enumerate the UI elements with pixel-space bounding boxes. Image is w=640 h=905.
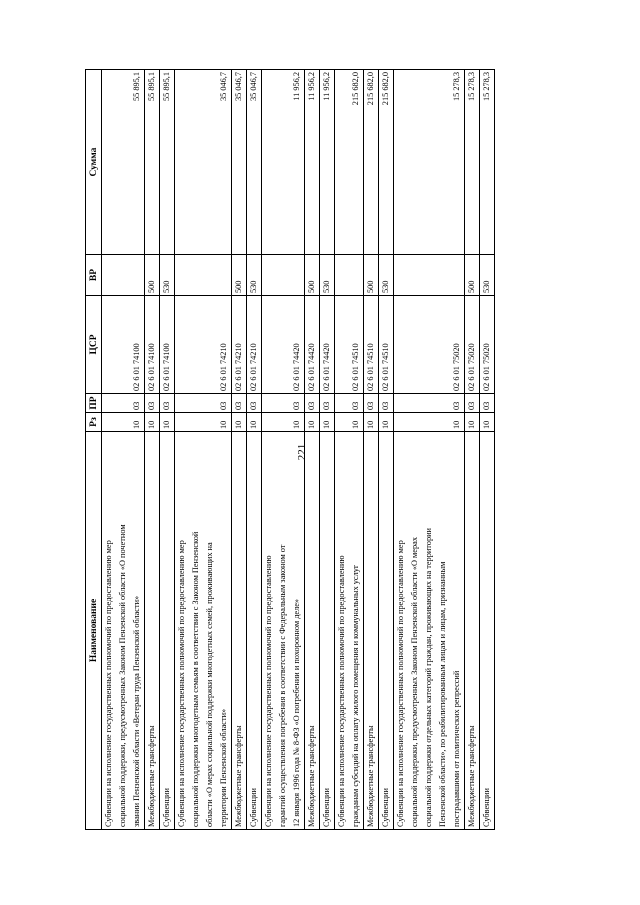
header-sum: Сумма [86, 70, 102, 255]
row-vr: 500 [305, 255, 320, 296]
table-row [175, 70, 232, 830]
row-pr: 03 [232, 394, 247, 413]
row-csr: 02 6 01 74510 [364, 296, 379, 394]
table-row [480, 70, 495, 830]
row-name-line: социальной поддержки, предусмотренных Законом Пензенской области «О мерах [410, 537, 419, 827]
budget-table [85, 69, 495, 830]
row-name-line: социальной поддержки, предусмотренных Законом Пензенской области «О почетном [118, 524, 127, 827]
table-row [379, 70, 394, 830]
row-name-line: Субвенции на исполнение государственных полномочий по предоставлению [264, 555, 273, 827]
row-name-line: Межбюджетные трансферты [307, 725, 316, 827]
row-csr: 02 6 01 74510 [379, 296, 394, 394]
row-vr: 530 [320, 255, 335, 296]
row-name [465, 432, 480, 830]
row-sum: 35 046,7 [232, 70, 247, 255]
page-number: 221 [296, 443, 308, 461]
row-pr: 03 [102, 394, 145, 413]
row-csr: 02 6 01 74420 [305, 296, 320, 394]
row-name [175, 432, 232, 830]
header-rz: Рз [86, 413, 102, 432]
row-name-line: социальной поддержки многодетным семьям в соответствии с Законом Пензенской [191, 531, 200, 827]
row-pr: 03 [247, 394, 262, 413]
row-csr: 02 6 01 74210 [232, 296, 247, 394]
row-vr: 530 [379, 255, 394, 296]
row-rz: 10 [480, 413, 495, 432]
row-sum: 35 046,7 [247, 70, 262, 255]
row-name-line: Межбюджетные трансферты [147, 725, 156, 827]
row-rz: 10 [262, 413, 305, 432]
row-rz: 10 [102, 413, 145, 432]
row-rz: 10 [247, 413, 262, 432]
row-rz: 10 [379, 413, 394, 432]
row-sum: 35 046,7 [175, 70, 232, 255]
row-name-line: Субвенции на исполнение государственных полномочий по предоставлению мер [177, 540, 186, 827]
row-vr: 500 [232, 255, 247, 296]
row-name-line: Межбюджетные трансферты [234, 725, 243, 827]
row-name-line: территории Пензенской области» [219, 708, 228, 827]
row-name-line: Субвенции [322, 788, 331, 827]
row-csr: 02 6 01 74420 [320, 296, 335, 394]
row-rz: 10 [305, 413, 320, 432]
table-header-row [86, 70, 102, 830]
row-sum: 55 895,1 [145, 70, 160, 255]
table-row [160, 70, 175, 830]
row-name-line: гарантий осуществления погребения в соответствии с Федеральным законом от [278, 544, 287, 827]
row-pr: 03 [175, 394, 232, 413]
row-name-line: Субвенции на исполнение государственных полномочий по предоставлению мер [396, 540, 405, 827]
row-rz: 10 [175, 413, 232, 432]
row-sum: 11 956,2 [320, 70, 335, 255]
table-body [102, 70, 495, 830]
row-rz: 10 [465, 413, 480, 432]
row-name [262, 432, 305, 830]
header-name: Наименование [86, 432, 102, 830]
row-sum: 15 278,3 [480, 70, 495, 255]
row-pr: 03 [160, 394, 175, 413]
row-name-line: Межбюджетные трансферты [366, 725, 375, 827]
row-name-line: Пензенской области», по реабилитированным лицам и лицам, признанным [438, 561, 447, 827]
row-pr: 03 [480, 394, 495, 413]
row-name-line: области «О мерах социальной поддержки многодетных семей, проживающих на [205, 542, 214, 827]
row-csr: 02 6 01 75020 [394, 296, 465, 394]
row-sum: 11 956,2 [262, 70, 305, 255]
row-name-line: звании Пензенской области «Ветеран труда Пензенской области» [132, 595, 141, 827]
row-rz: 10 [320, 413, 335, 432]
row-pr: 03 [305, 394, 320, 413]
row-csr: 02 6 01 74100 [160, 296, 175, 394]
table-row [394, 70, 465, 830]
row-name [232, 432, 247, 830]
table-row [465, 70, 480, 830]
header-pr: ПР [86, 394, 102, 413]
row-csr: 02 6 01 74100 [102, 296, 145, 394]
row-vr: 530 [160, 255, 175, 296]
row-name [320, 432, 335, 830]
row-name-line: Субвенции [249, 788, 258, 827]
row-csr: 02 6 01 74100 [145, 296, 160, 394]
row-pr: 03 [379, 394, 394, 413]
row-pr: 03 [394, 394, 465, 413]
row-name-line: Субвенции [482, 788, 491, 827]
row-sum: 15 278,3 [465, 70, 480, 255]
row-sum: 11 956,2 [305, 70, 320, 255]
row-pr: 03 [465, 394, 480, 413]
row-vr: 500 [145, 255, 160, 296]
row-rz: 10 [160, 413, 175, 432]
row-vr: 500 [465, 255, 480, 296]
row-name [480, 432, 495, 830]
table-row [102, 70, 145, 830]
row-rz: 10 [232, 413, 247, 432]
row-rz: 10 [145, 413, 160, 432]
row-csr: 02 6 01 74510 [335, 296, 364, 394]
row-csr: 02 6 01 75020 [480, 296, 495, 394]
row-sum: 215 682,0 [379, 70, 394, 255]
row-pr: 03 [364, 394, 379, 413]
row-rz: 10 [335, 413, 364, 432]
row-csr: 02 6 01 74210 [247, 296, 262, 394]
row-name [394, 432, 465, 830]
row-csr: 02 6 01 74210 [175, 296, 232, 394]
table-row [305, 70, 320, 830]
table-row [335, 70, 364, 830]
row-vr [335, 255, 364, 296]
row-vr: 530 [247, 255, 262, 296]
row-vr [175, 255, 232, 296]
row-name [305, 432, 320, 830]
row-name [145, 432, 160, 830]
row-name-line: Субвенции на исполнение государственных полномочий по предоставлению [337, 555, 346, 827]
row-csr: 02 6 01 74420 [262, 296, 305, 394]
row-vr: 530 [480, 255, 495, 296]
row-sum: 215 682,0 [364, 70, 379, 255]
row-name [364, 432, 379, 830]
row-csr: 02 6 01 75020 [465, 296, 480, 394]
row-name [247, 432, 262, 830]
row-name-line: социальной поддержки отдельных категорий граждан, проживающих на территории [424, 528, 433, 827]
header-csr: ЦСР [86, 296, 102, 394]
row-vr [102, 255, 145, 296]
budget-table-container [85, 70, 507, 830]
table-row [232, 70, 247, 830]
row-name [335, 432, 364, 830]
row-sum: 215 682,0 [335, 70, 364, 255]
row-vr [394, 255, 465, 296]
row-rz: 10 [364, 413, 379, 432]
row-name-line: 12 января 1996 года № 8-ФЗ «О погребении и похоронном деле» [292, 598, 301, 827]
row-name [102, 432, 145, 830]
row-sum: 55 895,1 [102, 70, 145, 255]
table-row [247, 70, 262, 830]
row-pr: 03 [145, 394, 160, 413]
row-name-line: Субвенции на исполнение государственных полномочий по предоставлению мер [104, 540, 113, 827]
row-rz: 10 [394, 413, 465, 432]
row-name [160, 432, 175, 830]
row-name-line: Субвенции [162, 788, 171, 827]
table-row [145, 70, 160, 830]
row-name-line: гражданам субсидий на оплату жилого помещения и коммунальных услуг [351, 564, 360, 827]
row-name [379, 432, 394, 830]
row-sum: 55 895,1 [160, 70, 175, 255]
row-pr: 03 [320, 394, 335, 413]
row-pr: 03 [335, 394, 364, 413]
row-vr: 500 [364, 255, 379, 296]
row-name-line: Субвенции [381, 788, 390, 827]
header-vr: ВР [86, 255, 102, 296]
row-name-line: пострадавшими от политических репрессий [452, 670, 461, 827]
table-row [262, 70, 305, 830]
row-vr [262, 255, 305, 296]
table-row [364, 70, 379, 830]
row-sum: 15 278,3 [394, 70, 465, 255]
row-pr: 03 [262, 394, 305, 413]
row-name-line: Межбюджетные трансферты [467, 725, 476, 827]
table-row [320, 70, 335, 830]
